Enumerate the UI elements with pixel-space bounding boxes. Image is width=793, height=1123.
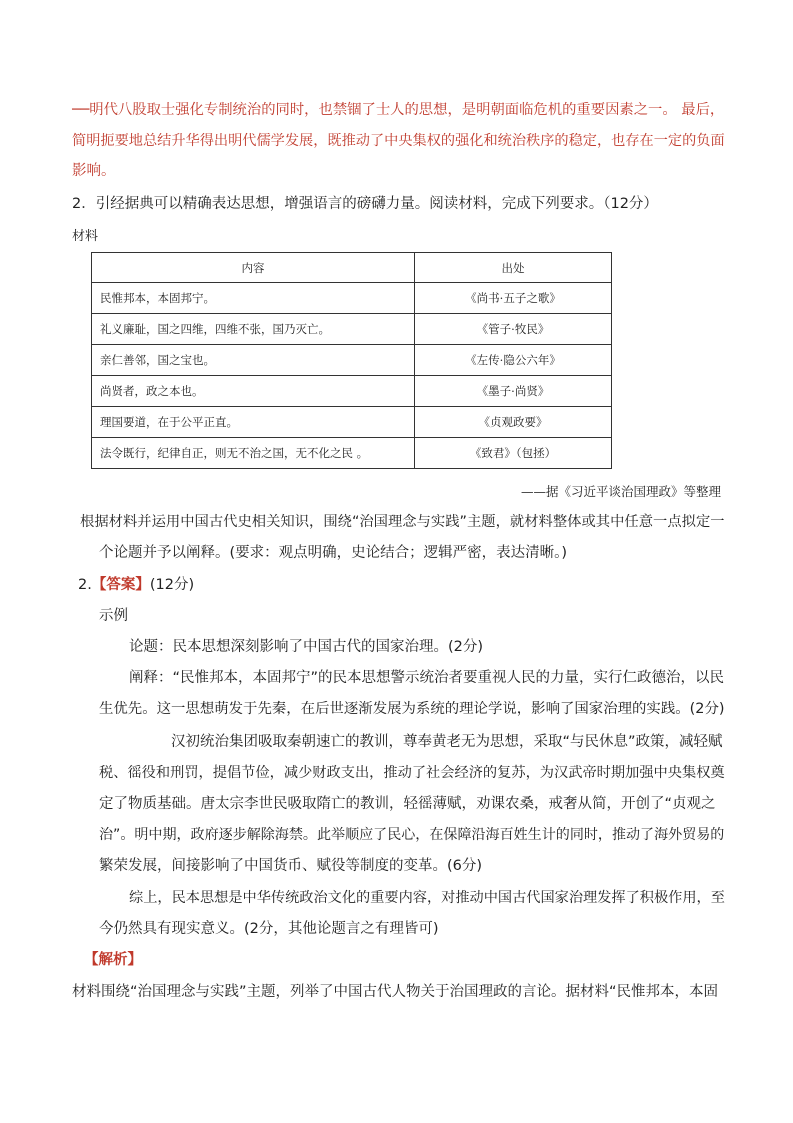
table-cell-source: 《墨子·尚贤》	[415, 376, 612, 407]
answer-score: (12分)	[149, 577, 195, 593]
answer-heading	[78, 575, 194, 595]
task-line-1: 根据材料并运用中国古代史相关知识，围绕“治国理念与实践”主题，就材料整体或其中任意一点拟定一	[80, 514, 725, 530]
answer-explanation-line-1: 阐释：“民惟邦本，本固邦宁”的民本思想警示统治者要重视人民的力量，实行仁政德治，以民	[129, 670, 725, 686]
table-cell-content: 礼义廉耻，国之四维，四维不张，国乃灭亡。	[92, 314, 415, 345]
table-cell-source: 《贞观政要》	[415, 407, 612, 438]
table-row	[92, 314, 612, 345]
table-cell-source: 《尚书·五子之歌》	[415, 283, 612, 314]
answer-number: 2.	[78, 577, 92, 593]
answer-explanation-2-line-3: 定了物质基础。唐太宗李世民吸取隋亡的教训，轻徭薄赋，劝课农桑，戒奢从简，开创了“贞观之	[99, 796, 716, 812]
task-line-2: 个论题并予以阐释。(要求：观点明确，史论结合；逻辑严密，表达清晰。)	[99, 545, 568, 561]
table-cell-content: 法令既行，纪律自正，则无不治之国，无不化之民 。	[92, 438, 415, 469]
answer-thesis: 论题：民本思想深刻影响了中国古代的国家治理。(2分)	[129, 639, 484, 655]
table-header-content: 内容	[92, 253, 415, 283]
intro-line-3: 影响。	[72, 163, 116, 179]
answer-explanation-2-line-1: 汉初统治集团吸取秦朝速亡的教训，尊奉黄老无为思想，采取“与民休息”政策，减轻赋	[171, 734, 723, 750]
table-row	[92, 438, 612, 469]
answer-summary-line-1: 综上，民本思想是中华传统政治文化的重要内容，对推动中国古代国家治理发挥了积极作用，至	[129, 890, 725, 906]
answer-example-label: 示例	[99, 608, 128, 624]
table-cell-content: 民惟邦本，本固邦宁。	[92, 283, 415, 314]
answer-explanation-2-line-4: 治”。明中期，政府逐步解除海禁。此举顺应了民心，在保障沿海百姓生计的同时，推动了海外贸易的	[99, 827, 725, 843]
table-header-row	[92, 253, 612, 283]
answer-summary-line-2: 今仍然具有现实意义。(2分，其他论题言之有理皆可)	[99, 921, 439, 937]
analysis-line-1: 材料围绕“治国理念与实践”主题，列举了中国古代人物关于治国理政的言论。据材料“民惟邦本，本固	[72, 984, 719, 1000]
table-cell-source: 《管子·牧民》	[415, 314, 612, 345]
table-row	[92, 283, 612, 314]
answer-explanation-2-line-2: 税、徭役和刑罚，提倡节俭，减少财政支出，推动了社会经济的复苏，为汉武帝时期加强中央集权奠	[99, 765, 725, 781]
table-cell-content: 理国要道，在于公平正直。	[92, 407, 415, 438]
material-label: 材料	[72, 229, 99, 244]
intro-line-2: 简明扼要地总结升华得出明代儒学发展，既推动了中央集权的强化和统治秩序的稳定，也存在一定的负面	[72, 133, 725, 149]
material-table	[91, 252, 612, 469]
table-row	[92, 376, 612, 407]
intro-line-1: ──明代八股取士强化专制统治的同时，也禁锢了士人的思想，是明朝面临危机的重要因素之一。 最后，	[72, 102, 725, 118]
table-header-source: 出处	[415, 253, 612, 283]
table-cell-source: 《左传·隐公六年》	[415, 345, 612, 376]
table-cell-source: 《致君》（包拯）	[415, 438, 612, 469]
answer-explanation-2-line-5: 繁荣发展，间接影响了中国货币、赋役等制度的变革。(6分)	[99, 858, 483, 874]
table-row	[92, 407, 612, 438]
table-cell-content: 尚贤者，政之本也。	[92, 376, 415, 407]
answer-label: 【答案】	[91, 577, 150, 593]
question-title: 2．引经据典可以精确表达思想，增强语言的磅礴力量。阅读材料，完成下列要求。（12分）	[72, 196, 658, 212]
table-source-note: ——据《习近平谈治国理政》等整理	[520, 484, 721, 499]
analysis-label: 【解析】	[84, 952, 142, 968]
table-row	[92, 345, 612, 376]
answer-explanation-line-2: 生优先。这一思想萌发于先秦，在后世逐渐发展为系统的理论学说，影响了国家治理的实践。(2分)	[99, 701, 725, 717]
table-cell-content: 亲仁善邻，国之宝也。	[92, 345, 415, 376]
